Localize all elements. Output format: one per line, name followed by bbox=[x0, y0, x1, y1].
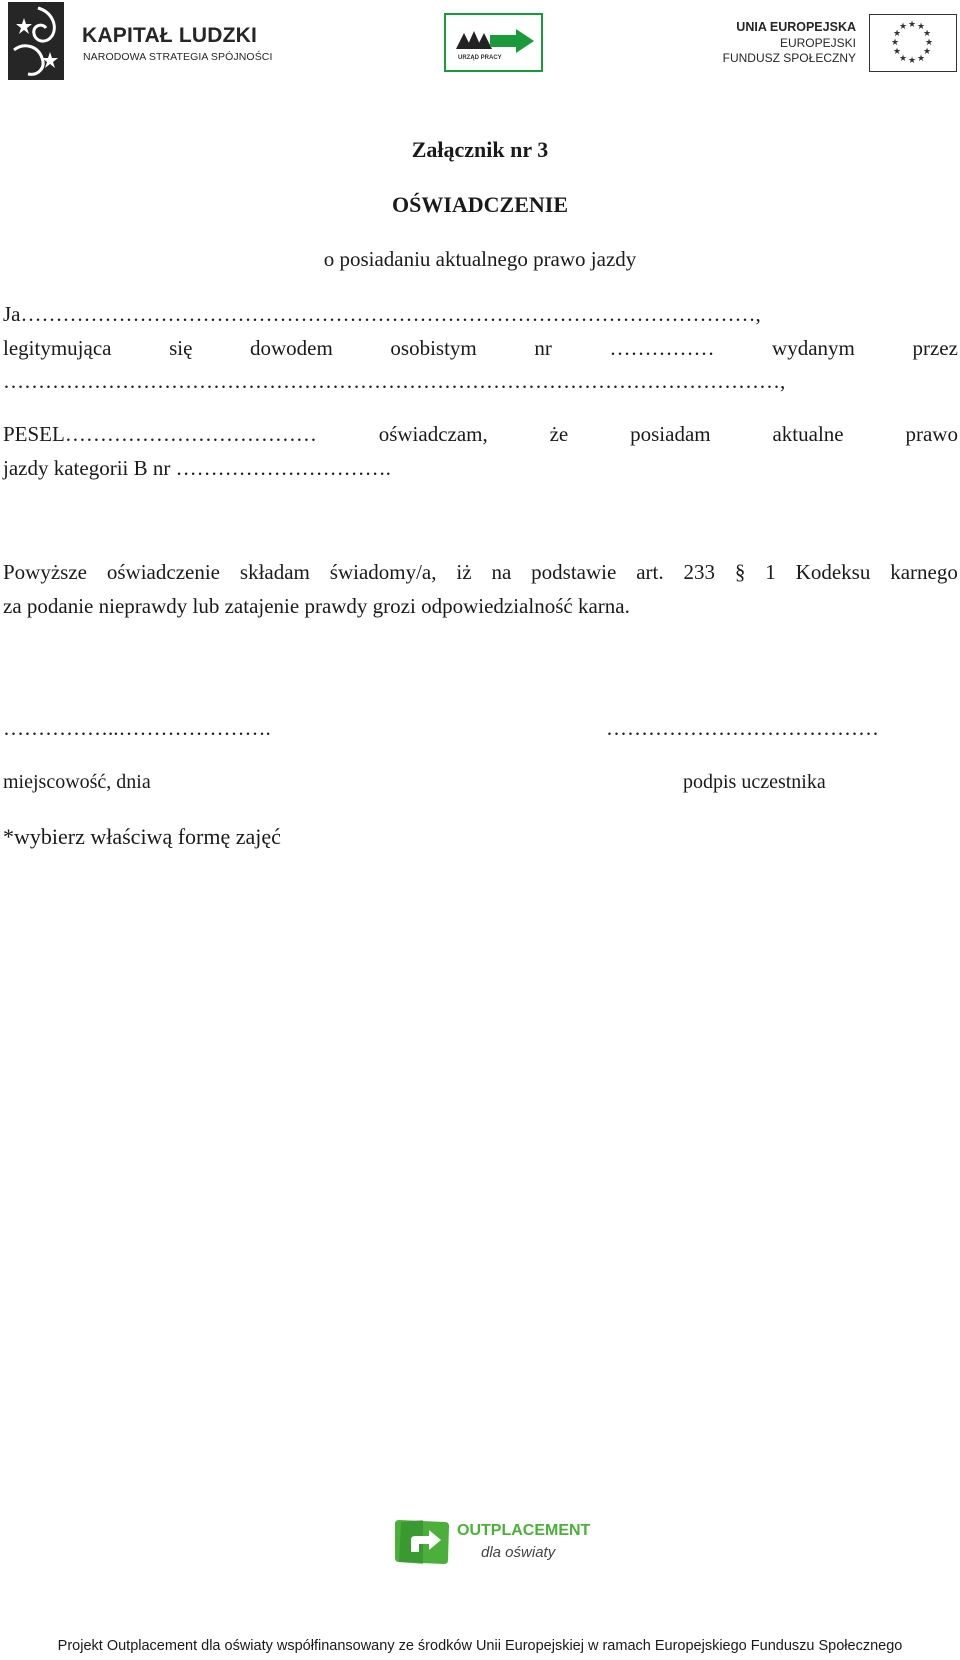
svg-text:★: ★ bbox=[892, 47, 902, 57]
svg-text:★: ★ bbox=[916, 22, 926, 32]
signature-field: ………………………………… bbox=[606, 716, 879, 740]
svg-text:★: ★ bbox=[907, 20, 917, 30]
document-title: OŚWIADCZENIE bbox=[391, 192, 569, 217]
word: składam bbox=[239, 560, 310, 584]
svg-text:★: ★ bbox=[916, 54, 926, 64]
place-date-field: ……………..…………………. bbox=[3, 716, 271, 740]
svg-text:★: ★ bbox=[907, 56, 917, 66]
id-document-line bbox=[3, 336, 958, 366]
unia-line3: FUNDUSZ SPOŁECZNY bbox=[722, 51, 856, 65]
word: 233 bbox=[683, 560, 715, 584]
signature-label: podpis uczestnika bbox=[683, 771, 826, 793]
word: świadomy/a, bbox=[329, 560, 437, 584]
svg-text:★: ★ bbox=[922, 29, 932, 39]
word: karnego bbox=[890, 560, 958, 584]
word: Powyższe bbox=[3, 560, 87, 584]
word: podstawie bbox=[531, 560, 617, 584]
legal-notice-line1 bbox=[3, 560, 958, 590]
word: wydanym bbox=[772, 336, 855, 360]
license-number-line: jazdy kategorii B nr …………………………. bbox=[3, 456, 391, 480]
word: oświadczam, bbox=[378, 422, 488, 446]
word: aktualne bbox=[772, 422, 844, 446]
footer-project-text: Projekt Outplacement dla oświaty współfinansowany ze środków Unii Europejskiej w ramach Europejskiego Funduszu Społecznego bbox=[57, 1638, 903, 1654]
legal-notice-line2: za podanie nieprawdy lub zatajenie prawdy grozi odpowiedzialność karna. bbox=[3, 594, 630, 618]
kapital-ludzki-title: KAPITAŁ LUDZKI bbox=[82, 24, 258, 47]
pesel-line bbox=[3, 422, 958, 452]
unia-line1: UNIA EUROPEJSKA bbox=[736, 20, 856, 34]
word: posiadam bbox=[630, 422, 711, 446]
word: oświadczenie bbox=[106, 560, 220, 584]
word: iż bbox=[456, 560, 472, 584]
declarant-name-line: Ja……………………………………………………………………………………………, bbox=[3, 302, 761, 326]
outplacement-title: OUTPLACEMENT bbox=[457, 1522, 591, 1539]
word: osobistym bbox=[390, 336, 477, 360]
svg-text:★: ★ bbox=[924, 38, 934, 48]
id-number-field: …………… bbox=[609, 336, 715, 360]
footnote: *wybierz właściwą formę zajęć bbox=[3, 824, 281, 849]
word: Kodeksu bbox=[795, 560, 871, 584]
outplacement-subtitle: dla oświaty bbox=[481, 1544, 556, 1561]
word: się bbox=[169, 336, 193, 360]
kapital-ludzki-logo bbox=[8, 0, 278, 84]
word: § bbox=[734, 560, 746, 584]
annex-number: Załącznik nr 3 bbox=[411, 137, 549, 162]
outplacement-arrow-icon bbox=[393, 1518, 451, 1566]
word: art. bbox=[636, 560, 664, 584]
word: przez bbox=[912, 336, 958, 360]
word: na bbox=[491, 560, 512, 584]
word: nr bbox=[534, 336, 552, 360]
place-date-label: miejscowość, dnia bbox=[3, 771, 151, 793]
svg-text:★: ★ bbox=[892, 29, 902, 39]
svg-text:★: ★ bbox=[898, 22, 908, 32]
word: legitymująca bbox=[3, 336, 112, 360]
urzad-pracy-arrow-icon bbox=[452, 23, 536, 55]
kapital-ludzki-emblem-icon bbox=[8, 2, 64, 80]
outplacement-logo bbox=[393, 1518, 593, 1570]
urzad-pracy-label: URZĄD PRACY bbox=[458, 55, 502, 61]
eu-flag-icon bbox=[869, 14, 957, 72]
svg-text:★: ★ bbox=[890, 38, 900, 48]
document-subtitle: o posiadaniu aktualnego prawo jazdy bbox=[323, 247, 637, 271]
word: 1 bbox=[765, 560, 776, 584]
word: prawo bbox=[905, 422, 958, 446]
svg-text:★: ★ bbox=[898, 54, 908, 64]
svg-text:★: ★ bbox=[922, 47, 932, 57]
issuer-line: …………………………………………………………………………………………………, bbox=[3, 369, 786, 393]
unia-europejska-logo bbox=[722, 14, 957, 72]
word: dowodem bbox=[249, 336, 333, 360]
pesel-field: PESEL……………………………… bbox=[3, 422, 317, 446]
urzad-pracy-logo bbox=[444, 13, 543, 72]
unia-line2: EUROPEJSKI bbox=[779, 36, 856, 50]
kapital-ludzki-subtitle: NARODOWA STRATEGIA SPÓJNOŚCI bbox=[83, 51, 273, 63]
word: że bbox=[549, 422, 569, 446]
